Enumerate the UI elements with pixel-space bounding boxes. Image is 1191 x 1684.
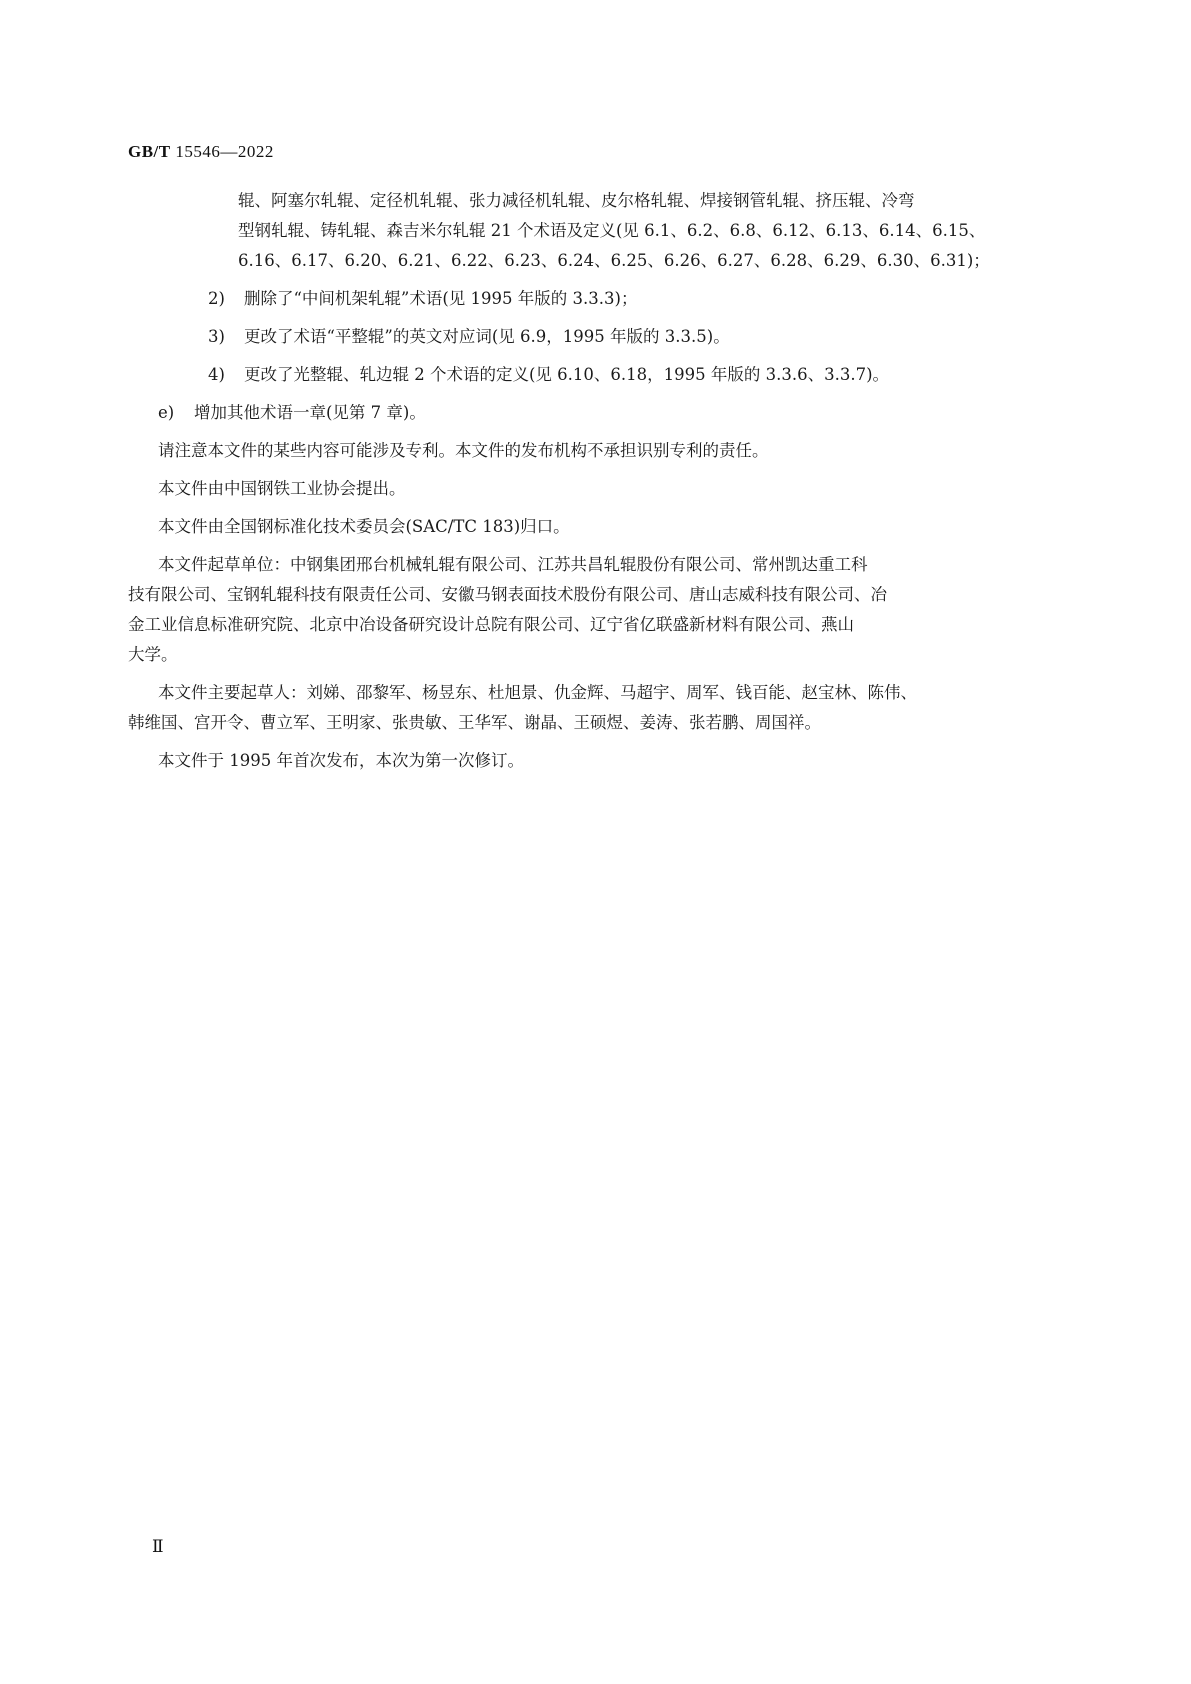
page-number: Ⅱ — [152, 1537, 164, 1556]
list-item-text: 更改了术语“平整辊”的英文对应词(见 6.9，1995 年版的 3.3.5)。 — [244, 327, 730, 346]
list-item-text: 更改了光整辊、轧边辊 2 个术语的定义(见 6.10、6.18，1995 年版的 3.3.6、3.3.7)。 — [244, 365, 890, 384]
list-item-e — [128, 398, 1068, 428]
text-line: 韩维国、宫开令、曹立军、王明家、张贵敏、王华军、谢晶、王硕煜、姜涛、张若鹏、周国祥。 — [128, 713, 821, 732]
continued-list-item — [128, 186, 1068, 276]
sub-item-4 — [128, 360, 1068, 390]
text-line: 大学。 — [128, 645, 178, 664]
centralized-by: 本文件由全国钢标准化技术委员会(SAC/TC 183)归口。 — [158, 517, 570, 536]
text-line: 技有限公司、宝钢轧辊科技有限责任公司、安徽马钢表面技术股份有限公司、唐山志威科技有限公司、冶 — [128, 585, 887, 604]
text-line: 本文件起草单位：中钢集团邢台机械轧辊有限公司、江苏共昌轧辊股份有限公司、常州凯达重工科 — [158, 555, 868, 574]
standard-prefix: GB/T — [128, 142, 171, 161]
list-marker: 3) — [208, 327, 225, 346]
text-line: 金工业信息标准研究院、北京中冶设备研究设计总院有限公司、辽宁省亿联盛新材料有限公司、燕山 — [128, 615, 854, 634]
sub-item-2 — [128, 284, 1068, 314]
document-body — [128, 186, 1068, 776]
text-line: 型钢轧辊、铸轧辊、森吉米尔轧辊 21 个术语及定义(见 6.1、6.2、6.8、6.12、6.13、6.14、6.15、 — [238, 221, 986, 240]
list-item-text: 删除了“中间机架轧辊”术语(见 1995 年版的 3.3.3)； — [244, 289, 638, 308]
list-marker: e) — [158, 403, 175, 422]
revision-history: 本文件于 1995 年首次发布，本次为第一次修订。 — [158, 751, 524, 770]
sub-item-3 — [128, 322, 1068, 352]
drafting-units-paragraph — [128, 550, 1068, 670]
list-item-text: 增加其他术语一章(见第 7 章)。 — [194, 403, 426, 422]
standard-header — [128, 142, 274, 162]
main-drafters-paragraph — [128, 678, 1068, 738]
text-line: 6.16、6.17、6.20、6.21、6.22、6.23、6.24、6.25、6.26、6.27、6.28、6.29、6.30、6.31)； — [238, 251, 990, 270]
standard-number: 15546—2022 — [175, 142, 274, 161]
list-marker: 2) — [208, 289, 225, 308]
text-line: 本文件主要起草人：刘娣、邵黎军、杨昱东、杜旭景、仇金辉、马超宇、周军、钱百能、赵宝林、陈伟、 — [158, 683, 917, 702]
proposed-by: 本文件由中国钢铁工业协会提出。 — [158, 479, 406, 498]
patent-notice: 请注意本文件的某些内容可能涉及专利。本文件的发布机构不承担识别专利的责任。 — [158, 441, 769, 460]
text-line: 辊、阿塞尔轧辊、定径机轧辊、张力减径机轧辊、皮尔格轧辊、焊接钢管轧辊、挤压辊、冷弯 — [238, 191, 915, 210]
list-marker: 4) — [208, 365, 225, 384]
